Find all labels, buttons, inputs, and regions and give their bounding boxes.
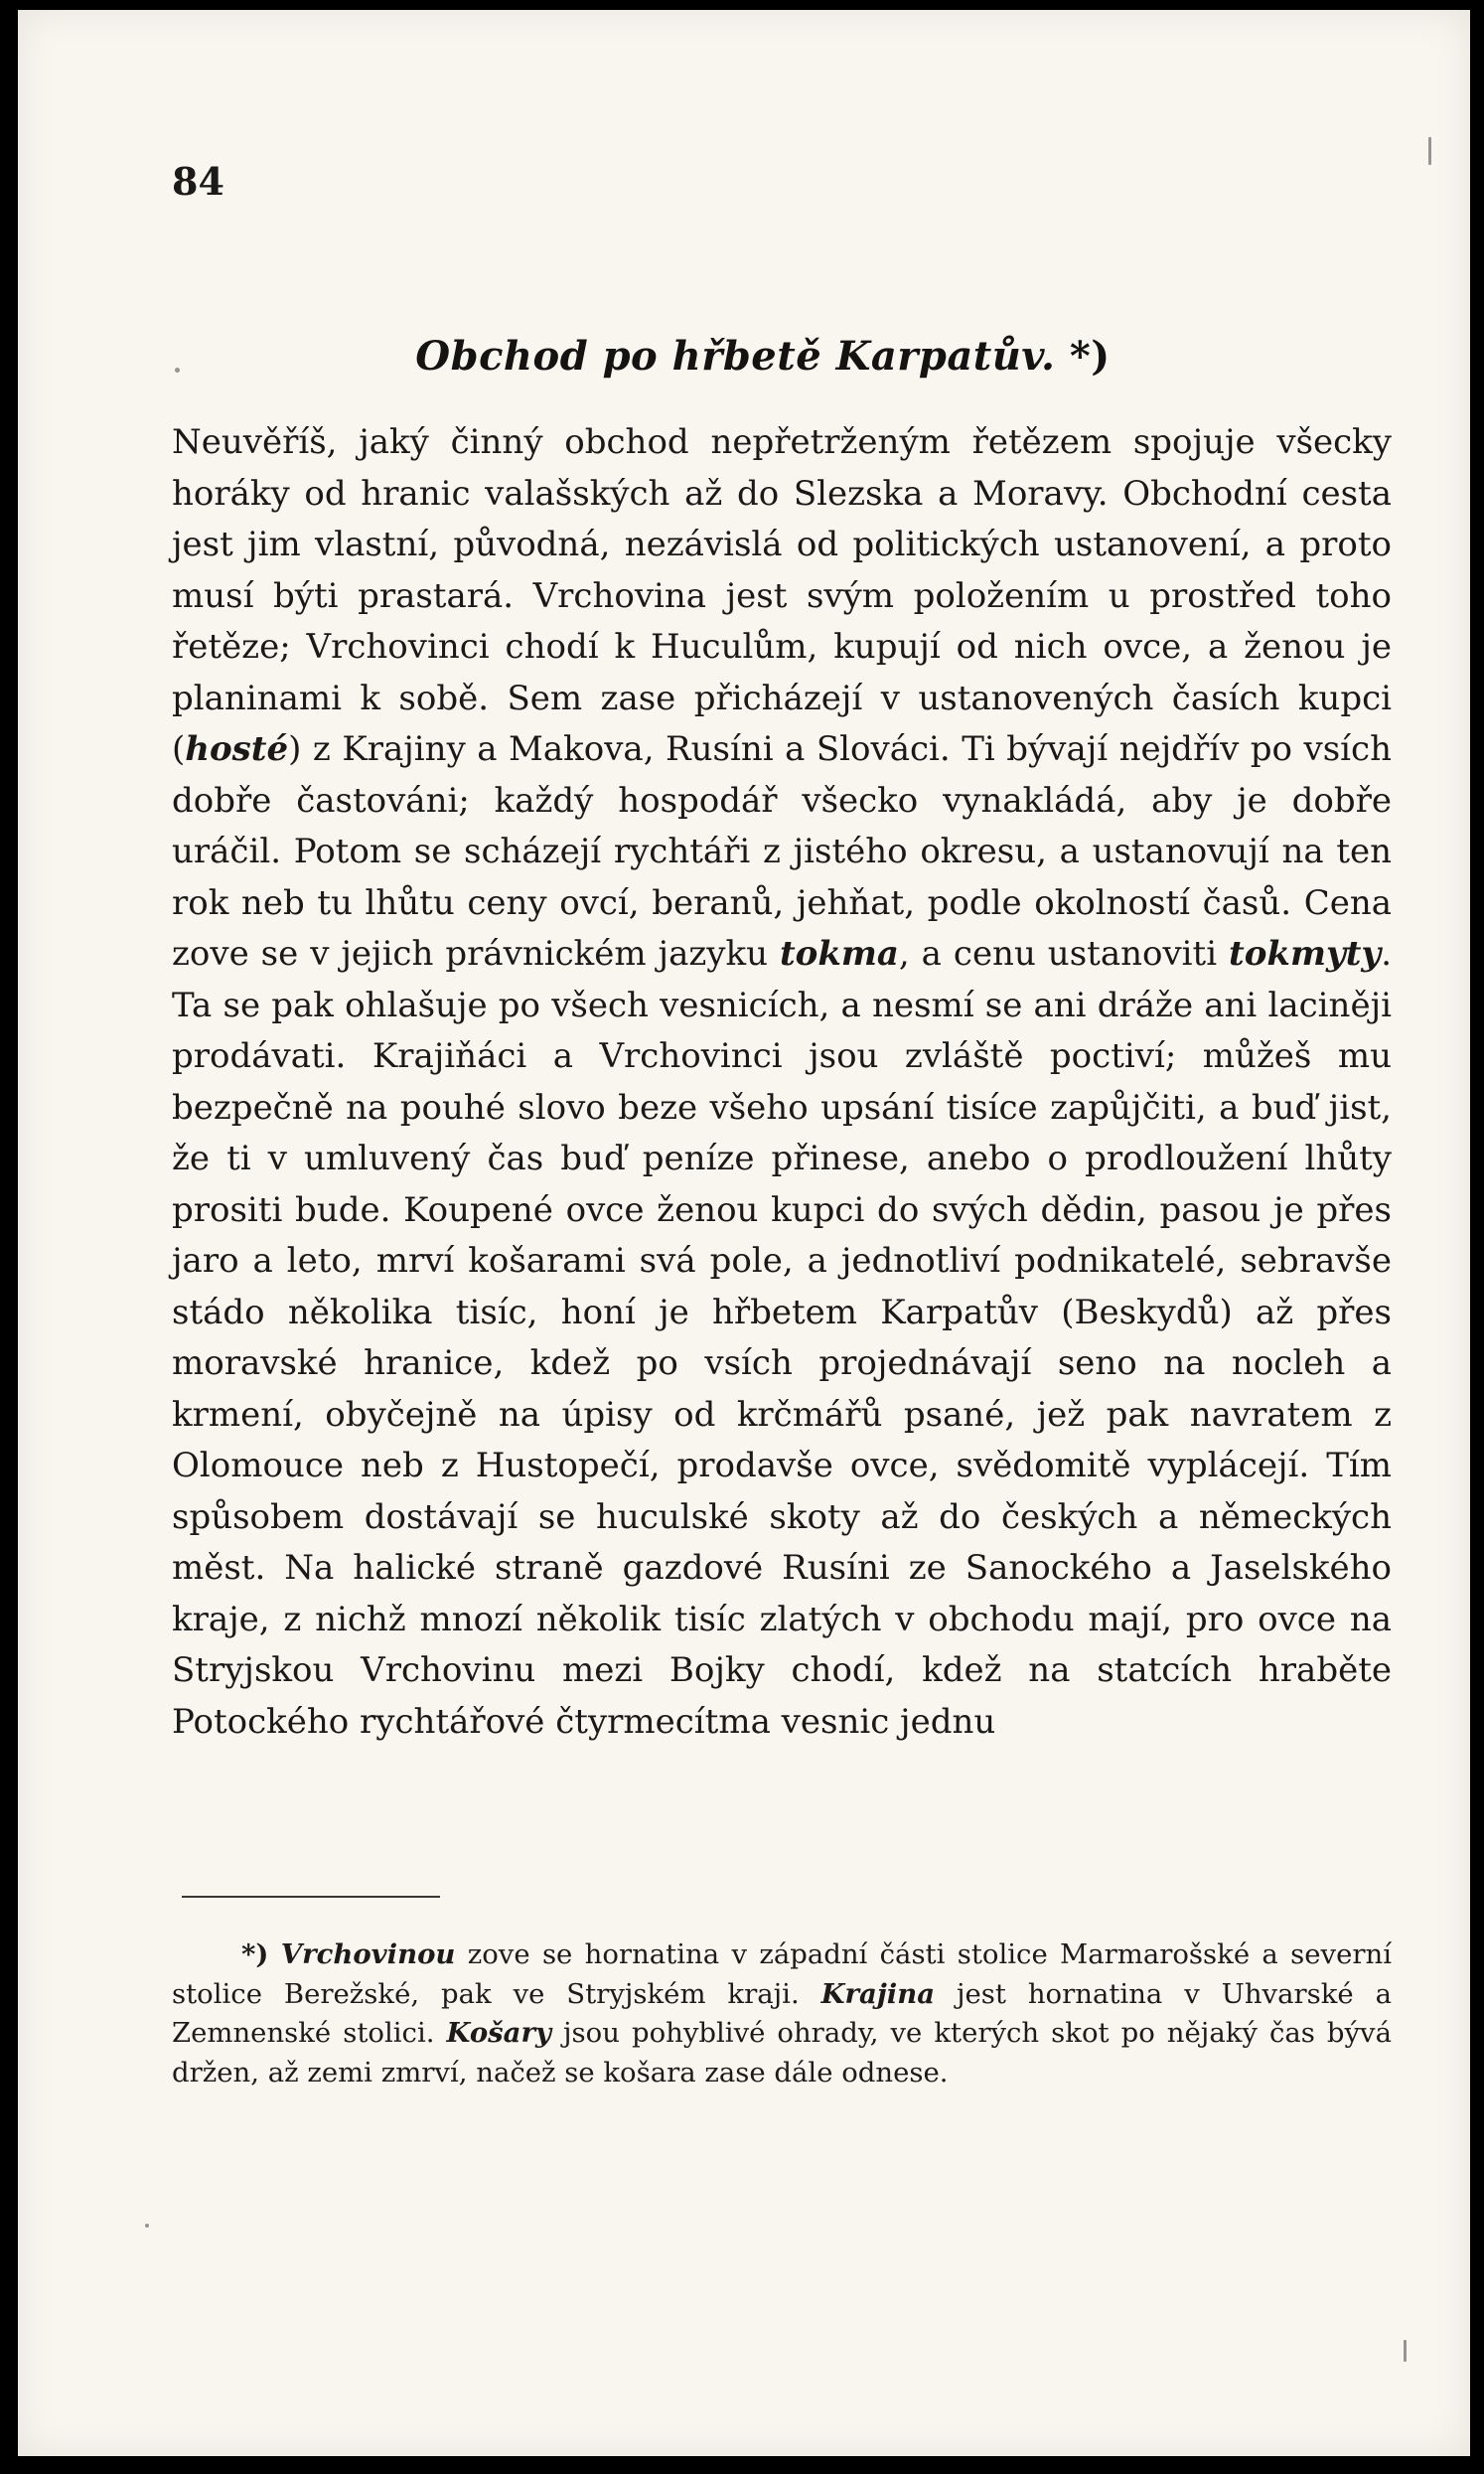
body-text-part-1: Neuvěříš, jaký činný obchod nepřetrženým řetězem spojuje všecky horáky od hranic valašských až do Slezska a Moravy. Obchodní cesta jest jim vlastní, původná, nezávislá od politických ustanovení, a proto musí býti prastará. Vrchovina jest svým položením u prostřed toho řetěze; Vrchovinci chodí k Huculům, kupují od nich ovce, a ženou je planinami k sobě. Sem zase přicházejí v ustanovených časích kupci (	[172, 422, 1392, 769]
footnote-term-krajina: Krajina	[820, 1977, 936, 2010]
chapter-title	[192, 333, 1334, 380]
page-number: 84	[172, 159, 224, 204]
paper-speck	[175, 368, 180, 373]
italic-term-tokma: tokma	[779, 934, 899, 974]
footnote-term-vrchovinou: Vrchovinou	[280, 1938, 456, 1970]
footnote-marker: *)	[241, 1938, 269, 1970]
body-text-part-3: , a cenu ustanoviti	[898, 934, 1230, 974]
paper-speck	[1404, 2340, 1407, 2362]
footnote-term-kosary: Košary	[446, 2017, 551, 2049]
paper-speck	[1428, 137, 1431, 165]
footnote-text-part-2: jest hornatina v Uhvarské a Zemnenské stolici.	[172, 1977, 1392, 2049]
paper-speck	[145, 2224, 149, 2228]
footnote-text-part-1: zove se hornatina v západní části stolice Marmarošské a severní stolice Berežské, pak ve Stryjském kraji.	[172, 1938, 1392, 2010]
italic-term-tokmyty: tokmyty	[1229, 934, 1382, 974]
italic-term-hoste: hosté	[185, 729, 289, 769]
body-paragraph	[172, 417, 1392, 1748]
body-text-part-2: ) z Krajiny a Makova, Rusíni a Slováci. Ti bývají nejdřív po vsích dobře častováni; každý hospodář všecko vynakládá, aby je dobře uráčil. Potom se scházejí rychtáři z jistého okresu, a ustanovují na ten rok neb tu lhůtu ceny ovcí, beranů, jehňat, podle okolností časů. Cena zove se v jejich právnickém jazyku	[172, 729, 1392, 974]
footnote-divider	[182, 1896, 440, 1898]
chapter-title-text: Obchod po hřbetě Karpatův.	[415, 333, 1056, 380]
book-page	[18, 10, 1470, 2456]
title-footnote-marker: *)	[1069, 333, 1111, 380]
footnote	[172, 1935, 1392, 2092]
body-text-part-4: . Ta se pak ohlašuje po všech vesnicích, a nesmí se ani dráže ani laciněji prodávati. Krajiňáci a Vrchovinci jsou zvláště poctiví; můžeš mu bezpečně na pouhé slovo beze všeho upsání tisíce zapůjčiti, a buď jist, že ti v umluvený čas buď peníze přinese, anebo o prodloužení lhůty prositi bude. Koupené ovce ženou kupci do svých dědin, pasou je přes jaro a leto, mrví košarami svá pole, a jednotliví podnikatelé, sebravše stádo několika tisíc, honí je hřbetem Karpatův (Beskydů) až přes moravské hranice, kdež po vsích projednávají seno na nocleh a krmení, obyčejně na úpisy od krčmářů psané, jež pak navratem z Olomouce neb z Hustopečí, prodavše ovce, svědomitě vyplácejí. Tím spůsobem dostávají se huculské skoty až do českých a německých měst. Na halické straně gazdové Rusíni ze Sanockého a Jaselského kraje, z nichž mnozí několik tisíc zlatých v obchodu mají, pro ovce na Stryjskou Vrchovinu mezi Bojky chodí, kdež na statcích hraběte Potockého rychtářové čtyrmecítma vesnic jednu	[172, 934, 1392, 1742]
footnote-text-part-3: jsou pohyblivé ohrady, ve kterých skot po nějaký čas bývá držen, až zemi zmrví, načež se košara zase dále odnese.	[172, 2017, 1392, 2088]
